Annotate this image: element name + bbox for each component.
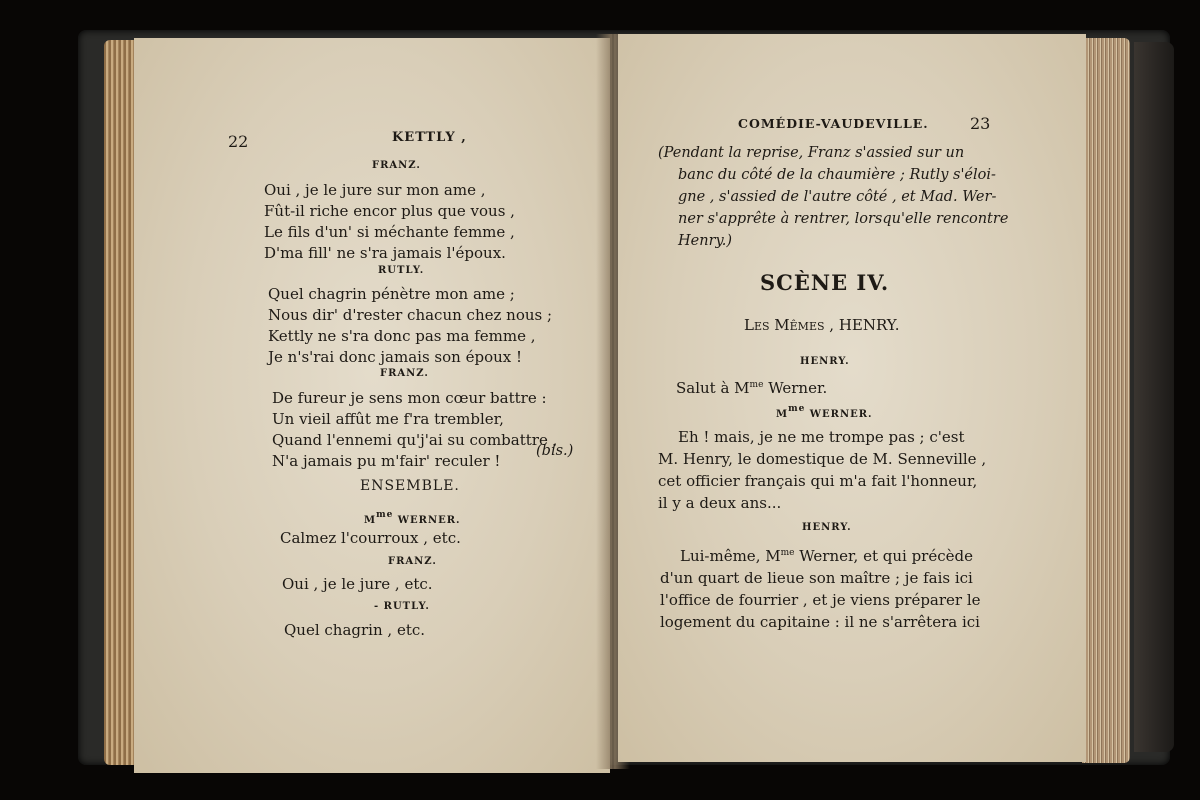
scene-title: SCÈNE IV. <box>760 270 890 295</box>
verse-line: Nous dir' d'rester chacun chez nous ; <box>268 306 553 324</box>
dialogue-line: il y a deux ans... <box>658 494 782 512</box>
speaker-label: RUTLY. <box>378 265 425 276</box>
verse-line: Kettly ne s'ra donc pas ma femme , <box>268 327 536 345</box>
dialogue-line: logement du capitaine : il ne s'arrêtera ici <box>660 613 980 631</box>
verse-line: D'ma fill' ne s'ra jamais l'époux. <box>264 244 506 262</box>
verse-line: De fureur je sens mon cœur battre : <box>272 389 547 407</box>
verse-line: Un vieil affût me f'ra trembler, <box>272 410 504 428</box>
dialogue-block <box>658 426 986 514</box>
verse-line: Le fils d'un' si méchante femme , <box>264 223 515 241</box>
dialogue-line: l'office de fourrier , et je viens préparer le <box>660 591 981 609</box>
speaker-label: Mme WERNER. <box>776 404 873 420</box>
left-page <box>134 38 610 773</box>
stage-direction <box>658 142 1008 252</box>
verse-line: Quel chagrin , etc. <box>284 621 426 639</box>
verse-line: Oui , je le jure , etc. <box>282 575 433 593</box>
verse-line: Fût-il riche encor plus que vous , <box>264 202 515 220</box>
dialogue-line: M. Henry, le domestique de M. Senneville , <box>658 450 987 468</box>
dialogue-line: d'un quart de lieue son maître ; je fais ici <box>660 569 973 587</box>
verse-line: Calmez l'courroux , etc. <box>280 529 461 547</box>
verse-line: Je n's'rai donc jamais son époux ! <box>268 348 523 366</box>
speaker-label: HENRY. <box>802 522 852 533</box>
verse-block <box>268 284 552 368</box>
right-page <box>618 34 1086 762</box>
verse-line: Quel chagrin pénètre mon ame ; <box>268 285 515 303</box>
verse-block <box>272 388 557 472</box>
right-running-head: COMÉDIE-VAUDEVILLE. <box>738 116 929 131</box>
left-running-head: KETTLY , <box>392 130 467 145</box>
ensemble-heading: ENSEMBLE. <box>360 478 460 494</box>
dialogue-line: cet officier français qui m'a fait l'honneur, <box>658 472 978 490</box>
speaker-label: FRANZ. <box>372 160 421 171</box>
bis-marker: (bis.) <box>536 443 574 459</box>
speaker-label: Mme WERNER. <box>364 510 461 526</box>
speaker-label: HENRY. <box>800 356 850 367</box>
speaker-label: - RUTLY. <box>374 601 430 612</box>
stage-direction-line: banc du côté de la chaumière ; Rutly s'éloi- <box>678 167 996 183</box>
stage-direction-line: ner s'apprête à rentrer, lorsqu'elle rencontre <box>678 211 1009 227</box>
stage-direction-line: Henry.) <box>678 233 733 249</box>
dialogue-line: Lui-même, $M^{me}$ Werner, et qui précède <box>680 547 973 565</box>
dialogue-line: Eh ! mais, je ne me trompe pas ; c'est <box>678 428 965 446</box>
speaker-label: FRANZ. <box>380 368 429 379</box>
dialogue-line: Salut à $M^{me}$ Werner. <box>676 379 828 397</box>
verse-line: Quand l'ennemi qu'j'ai su combattre , <box>272 431 558 449</box>
stage-direction-line: (Pendant la reprise, Franz s'assied sur un <box>658 145 965 161</box>
stage-direction-line: gne , s'assied de l'autre côté , et Mad. Wer- <box>678 189 997 205</box>
dialogue-block <box>660 542 981 633</box>
page-edges-right <box>1082 38 1130 763</box>
verse-block <box>264 180 515 264</box>
verse-line: Oui , je le jure sur mon ame , <box>264 181 486 199</box>
right-page-number: 23 <box>970 114 991 133</box>
left-page-number: 22 <box>228 132 249 151</box>
verse-line: N'a jamais pu m'fair' reculer ! <box>272 452 501 470</box>
speaker-label: FRANZ. <box>388 556 437 567</box>
scene-characters: Les Mêmes , HENRY. <box>744 316 900 334</box>
